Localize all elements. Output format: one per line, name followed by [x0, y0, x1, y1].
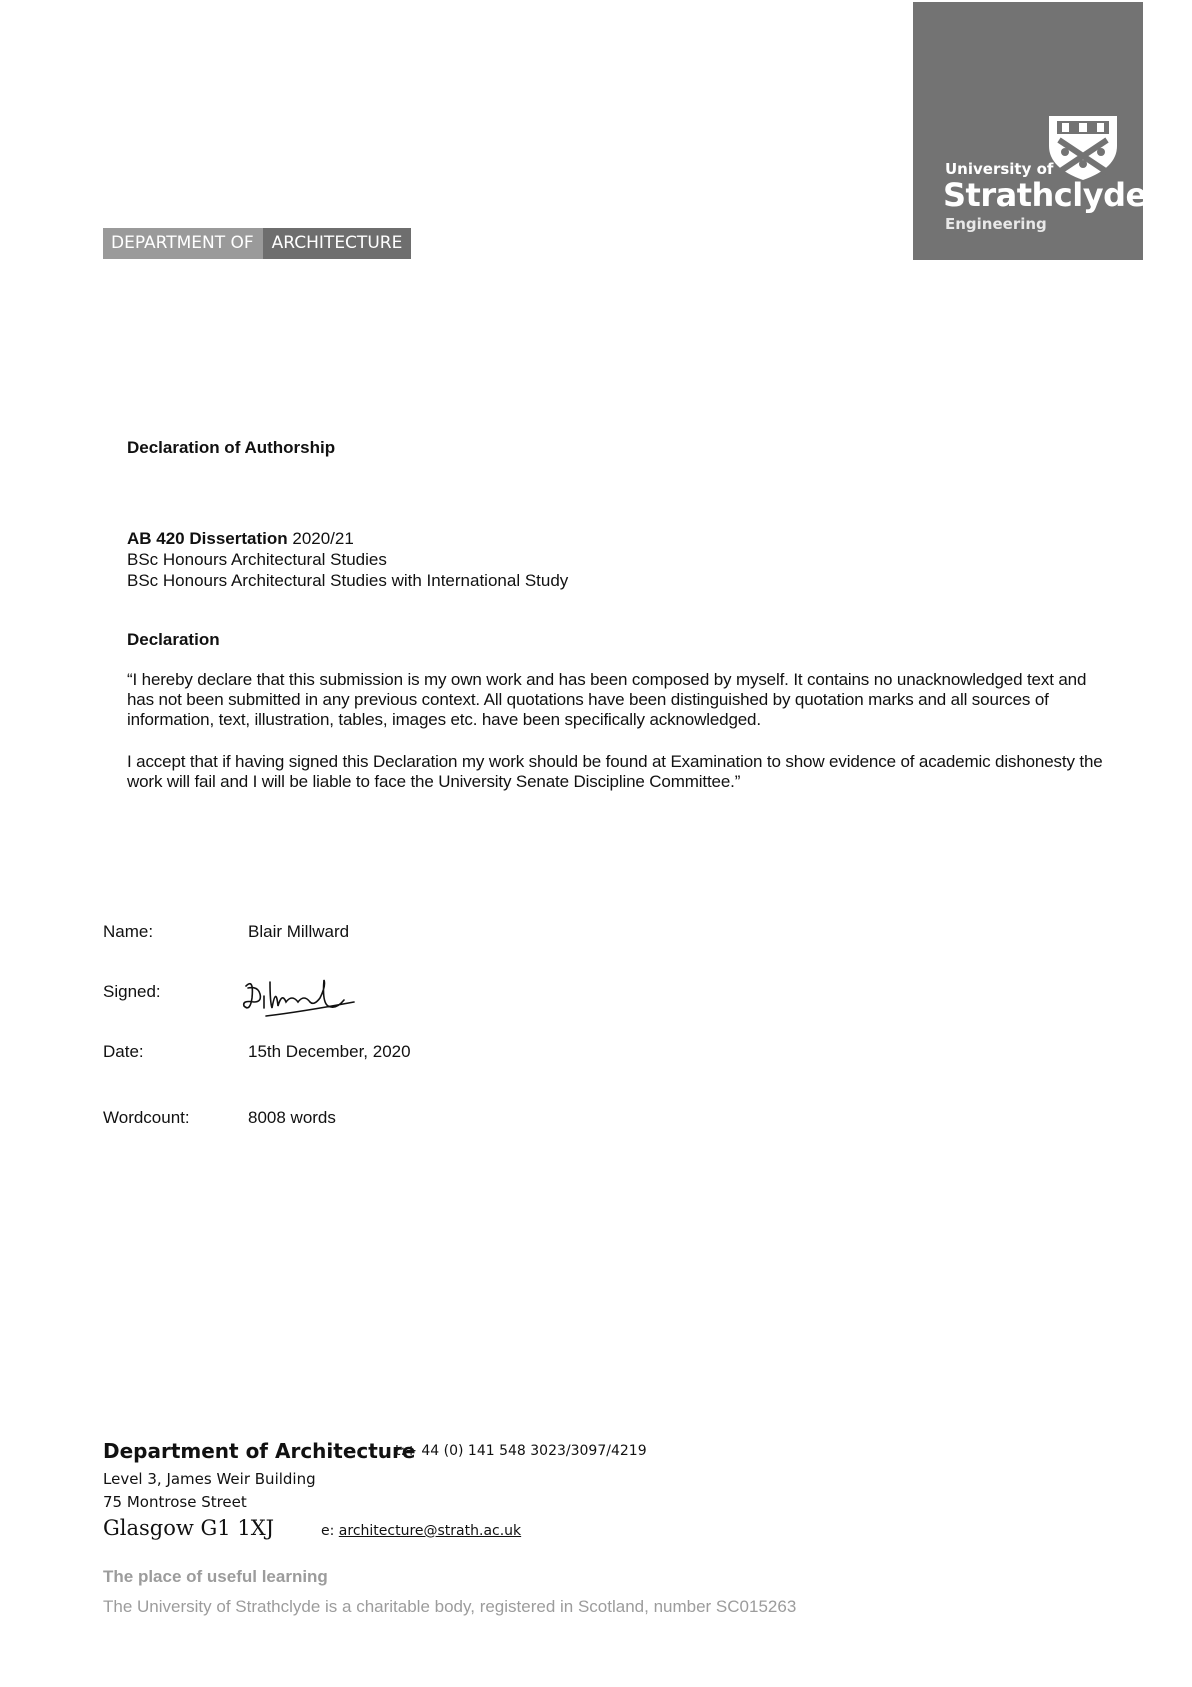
footer-city: Glasgow G1 1XJ — [103, 1516, 275, 1540]
declaration-paragraph-1: “I hereby declare that this submission is my own work and has been composed by myself. It contains no unacknowledged text and has not been submitted in any previous context. All quotations have been distinguished by quotation marks and all sources of information, text, illustration, tables, images etc. have been specifically acknowledged. — [127, 670, 1087, 729]
document-title: Declaration of Authorship — [127, 438, 336, 457]
wordcount-value: 8008 words — [248, 1108, 336, 1127]
dept-banner-name: ARCHITECTURE — [263, 228, 412, 259]
university-logo — [913, 2, 1147, 260]
footer-charity-notice: The University of Strathclyde is a charitable body, registered in Scotland, number SC015263 — [103, 1597, 797, 1616]
logo-faculty: Engineering — [945, 215, 1047, 233]
footer-tagline: The place of useful learning — [103, 1567, 328, 1586]
logo-university-of: University of — [945, 160, 1054, 178]
footer-email-prefix: e: — [321, 1523, 335, 1539]
university-crest-icon — [1043, 112, 1123, 182]
signed-label: Signed: — [103, 982, 161, 1001]
footer-telephone: t:+ 44 (0) 141 548 3023/3097/4219 — [395, 1443, 647, 1459]
footer-address — [103, 1468, 316, 1514]
signature — [240, 972, 360, 1022]
course-line — [127, 528, 568, 549]
name-value: Blair Millward — [248, 922, 350, 941]
logo-strathclyde: Strathclyde — [943, 176, 1147, 214]
declaration-heading: Declaration — [127, 630, 220, 649]
course-code: AB 420 Dissertation — [127, 529, 288, 548]
footer-email — [321, 1523, 521, 1539]
course-block — [127, 528, 568, 591]
course-year: 2020/21 — [292, 529, 354, 548]
footer-address-line-1: Level 3, James Weir Building — [103, 1470, 316, 1488]
wordcount-label: Wordcount: — [103, 1108, 190, 1127]
department-banner — [103, 228, 411, 259]
program-line-1: BSc Honours Architectural Studies — [127, 550, 387, 569]
date-value: 15th December, 2020 — [248, 1042, 411, 1061]
date-label: Date: — [103, 1042, 144, 1061]
program-line-2: BSc Honours Architectural Studies with International Study — [127, 571, 569, 590]
name-label: Name: — [103, 922, 154, 941]
declaration-paragraph-2: I accept that if having signed this Declaration my work should be found at Examination to show evidence of academic dishonesty the work will fail and I will be liable to face the University Senate Discipline Committee.” — [127, 752, 1103, 791]
footer-address-line-2: 75 Montrose Street — [103, 1493, 247, 1511]
footer-email-link[interactable]: architecture@strath.ac.uk — [338, 1523, 522, 1539]
dept-banner-prefix: DEPARTMENT OF — [103, 228, 263, 259]
footer-department: Department of Architecture — [103, 1439, 416, 1463]
